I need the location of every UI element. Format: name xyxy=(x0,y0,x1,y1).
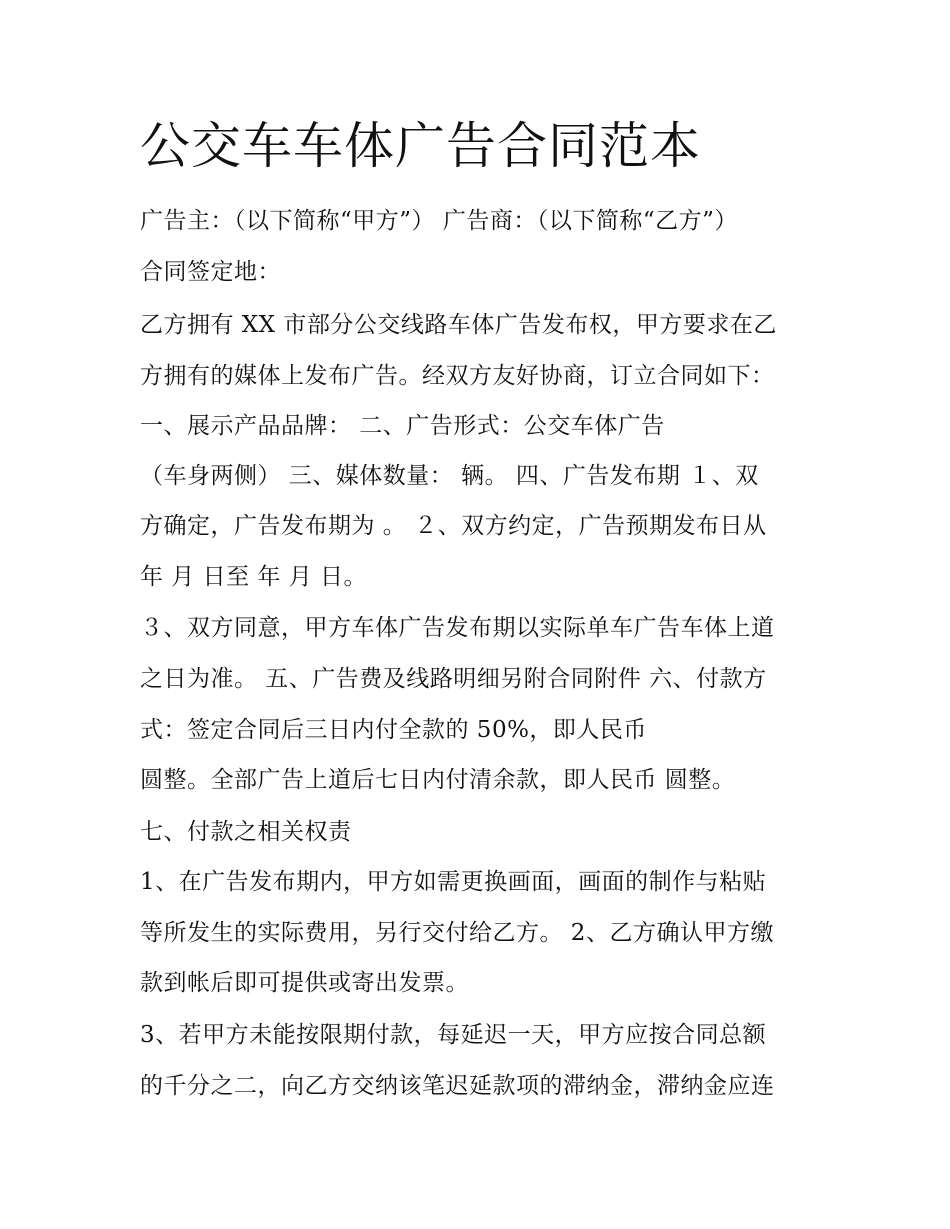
paragraph-line: 七、付款之相关权责 xyxy=(140,819,352,845)
paragraph-line: ３、双方同意，甲方车体广告发布期以实际单车广告车体上道 xyxy=(140,615,775,641)
paragraph-line: 方确定，广告发布期为 。 ２、双方约定，广告预期发布日从 xyxy=(140,513,767,539)
paragraph-line: 式：签定合同后三日内付全款的 50%，即人民币 xyxy=(140,717,647,743)
paragraph-line: 之日为准。 五、广告费及线路明细另附合同附件 六、付款方 xyxy=(140,666,767,692)
paragraph-line: 1、在广告发布期内，甲方如需更换画面，画面的制作与粘贴 xyxy=(140,869,767,895)
document-title: 公交车车体广告合同范本 xyxy=(140,117,701,175)
paragraph-line: 等所发生的实际费用，另行交付给乙方。 2、乙方确认甲方缴 xyxy=(140,920,774,946)
paragraph-line: 合同签定地： xyxy=(140,259,281,285)
paragraph-line: 的千分之二，向乙方交纳该笔迟延款项的滞纳金，滞纳金应连 xyxy=(140,1073,775,1099)
paragraph-line: 一、展示产品品牌： 二、广告形式：公交车体广告 xyxy=(140,413,665,439)
paragraph-line: 圆整。全部广告上道后七日内付清余款，即人民币 圆整。 xyxy=(140,767,736,793)
paragraph-line: 款到帐后即可提供或寄出发票。 xyxy=(140,970,469,996)
paragraph-line: 广告主：（以下简称“甲方”） 广告商：（以下简称“乙方”） xyxy=(140,208,738,234)
paragraph-line: （车身两侧） 三、媒体数量： 辆。 四、广告发布期 １、双 xyxy=(140,463,759,489)
paragraph-line: 方拥有的媒体上发布广告。经双方友好协商，订立合同如下： xyxy=(140,363,775,389)
paragraph-line: 3、若甲方未能按限期付款，每延迟一天，甲方应按合同总额 xyxy=(140,1022,767,1048)
paragraph-line: 乙方拥有 XX 市部分公交线路车体广告发布权，甲方要求在乙 xyxy=(140,312,777,338)
paragraph-line: 年 月 日至 年 月 日。 xyxy=(140,564,368,590)
